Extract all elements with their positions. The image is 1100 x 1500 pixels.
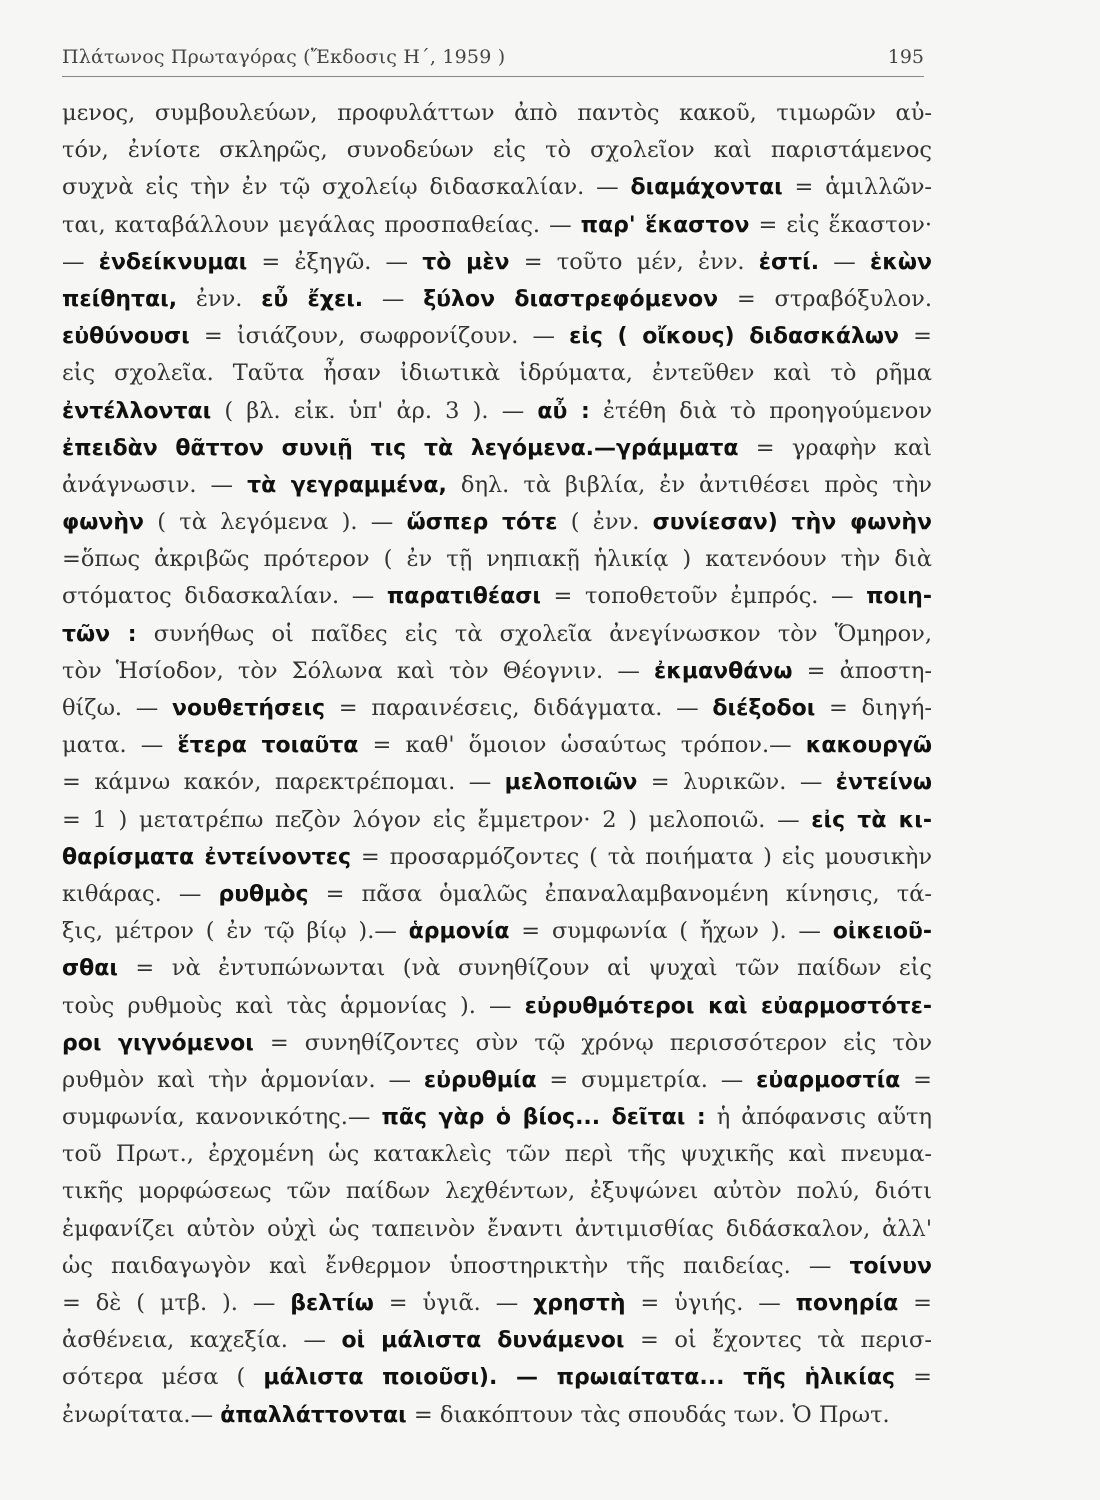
gloss-text: τὸν Ἡσίοδον, τὸν Σόλωνα καὶ τὸν Θέογνιν. — bbox=[62, 657, 654, 684]
text-line bbox=[62, 169, 932, 206]
lemma-term: συνίεσαν) τὴν φωνὴν bbox=[652, 510, 932, 536]
lemma-term: βελτίω bbox=[290, 1291, 374, 1316]
text-line bbox=[62, 467, 932, 504]
text-line bbox=[62, 1099, 932, 1136]
gloss-text: = τοῦτο μέν, ἐνν. bbox=[509, 248, 759, 275]
gloss-text: = λυρικῶν. — bbox=[637, 769, 836, 796]
text-line bbox=[62, 802, 932, 839]
lemma-term: τοίνυν bbox=[849, 1253, 932, 1279]
gloss-text: = εἰς ἕκαστον· bbox=[749, 211, 933, 238]
text-line bbox=[62, 430, 932, 467]
lemma-term: οἰκειοῦ- bbox=[832, 919, 932, 945]
text-line bbox=[62, 244, 932, 281]
gloss-text: ( ἐνν. bbox=[557, 509, 653, 536]
gloss-text: δηλ. τὰ βιβλία, ἐν ἀντιθέσει πρὸς τὴν bbox=[446, 471, 932, 498]
gloss-text: τικῆς μορφώσεως τῶν παίδων λεχθέντων, ἐξυψώνει αὐτὸν πολύ, διότι bbox=[62, 1178, 932, 1205]
gloss-text: ρυθμὸν καὶ τὴν ἁρμονίαν. — bbox=[62, 1066, 424, 1093]
text-line bbox=[62, 1062, 932, 1099]
gloss-text: τόν, ἐνίοτε σκληρῶς, συνοδεύων εἰς τὸ σχολεῖον καὶ παριστάμενος bbox=[62, 137, 932, 164]
lemma-term: ἐστί. bbox=[758, 249, 820, 275]
text-line bbox=[62, 950, 932, 987]
gloss-text: = προσαρμόζοντες ( τὰ ποιήματα ) εἰς μουσικὴν bbox=[351, 843, 932, 870]
text-line bbox=[62, 132, 932, 169]
gloss-text: τοὺς ρυθμοὺς καὶ τὰς ἁρμονίας ). — bbox=[62, 992, 525, 1019]
lemma-term: τὰ γεγραμμένα, bbox=[247, 472, 447, 498]
lemma-term: μελοποιῶν bbox=[504, 770, 638, 796]
commentary-text bbox=[62, 95, 932, 1434]
gloss-text: = παραινέσεις, διδάγματα. — bbox=[325, 695, 713, 721]
gloss-text: = νὰ ἐντυπώνωνται (νὰ συνηθίζουν αἱ ψυχαὶ τῶν παίδων εἰς bbox=[117, 955, 932, 982]
gloss-text: = καθ' ὅμοιον ὡσαύτως τρόπον.— bbox=[358, 732, 806, 759]
gloss-text: =ὅπως ἀκριβῶς πρότερον ( ἐν τῇ νηπιακῇ ἡλικίᾳ ) κατενόουν τὴν διὰ bbox=[62, 546, 932, 573]
lemma-term: πονηρία bbox=[795, 1291, 899, 1316]
gloss-text: = ἐξηγῶ. — bbox=[247, 248, 423, 275]
gloss-text: μενος, συμβουλεύων, προφυλάττων ἀπὸ παντὸς κακοῦ, τιμωρῶν αὐ- bbox=[62, 100, 932, 126]
text-line bbox=[62, 541, 932, 578]
lemma-term: ἑκὼν bbox=[870, 249, 932, 275]
lemma-term: ἐντείνω bbox=[835, 770, 932, 796]
lemma-term: ἐντέλλονται bbox=[62, 398, 212, 424]
gloss-text: ἐνωρίτατα.— bbox=[62, 1401, 221, 1428]
lemma-term: κακουργῶ bbox=[805, 733, 932, 759]
running-title: Πλάτωνος Πρωταγόρας (Ἔκδοσις Η΄, 1959 ) bbox=[62, 46, 506, 68]
gloss-text: = συμμετρία. — bbox=[536, 1066, 757, 1093]
gloss-text: ἡ ἀπόφανσις αὕτη bbox=[705, 1104, 932, 1131]
lemma-term: τῶν : bbox=[62, 621, 137, 647]
text-line bbox=[62, 504, 932, 541]
lemma-term: πείθηται, bbox=[62, 286, 178, 312]
gloss-text: = διηγή- bbox=[815, 695, 932, 721]
lemma-term: φωνὴν bbox=[62, 510, 144, 536]
text-line bbox=[62, 764, 932, 801]
page-number: 195 bbox=[887, 46, 924, 68]
gloss-text: = ὑγιής. — bbox=[625, 1290, 796, 1316]
gloss-text: = bbox=[899, 323, 932, 350]
lemma-term: ἐκμανθάνω bbox=[653, 658, 793, 684]
text-line bbox=[62, 318, 932, 355]
lemma-term: σθαι bbox=[62, 956, 118, 982]
gloss-text: — bbox=[62, 248, 99, 275]
text-line bbox=[62, 1285, 932, 1322]
gloss-text: ται, καταβάλλουν μεγάλας προσπαθείας. — bbox=[62, 211, 581, 238]
lemma-term: διέξοδοι bbox=[712, 696, 816, 721]
gloss-text: = 1 ) μετατρέπω πεζὸν λόγον εἰς ἔμμετρον· 2 ) μελοποιῶ. — bbox=[62, 806, 812, 833]
lemma-term: ξύλον διαστρεφόμενον bbox=[423, 286, 719, 312]
lemma-term: παρ' ἕκαστον bbox=[580, 212, 750, 238]
lemma-term: εὐρυθμία bbox=[423, 1067, 537, 1093]
text-line bbox=[62, 393, 932, 430]
text-line bbox=[62, 653, 932, 690]
page-header bbox=[62, 44, 924, 77]
lemma-term: εἰς τὰ κι- bbox=[811, 807, 932, 833]
text-line bbox=[62, 1248, 932, 1285]
gloss-text: = κάμνω κακόν, παρεκτρέπομαι. — bbox=[62, 769, 505, 796]
gloss-text: ( βλ. εἰκ. ὑπ' ἀρ. 3 ). — bbox=[211, 397, 538, 424]
lemma-term: ρυθμὸς bbox=[218, 881, 309, 907]
text-line bbox=[62, 839, 932, 876]
lemma-term: ἁρμονία bbox=[408, 919, 510, 945]
text-line bbox=[62, 616, 932, 653]
text-line bbox=[62, 1025, 932, 1062]
gloss-text: = ὑγιᾶ. — bbox=[373, 1290, 534, 1316]
text-line bbox=[62, 1359, 932, 1396]
gloss-text: = γραφὴν καὶ bbox=[738, 434, 933, 461]
gloss-text: συμφωνία, κανονικότης.— bbox=[62, 1104, 382, 1131]
text-line bbox=[62, 95, 932, 132]
text-line bbox=[62, 876, 932, 913]
gloss-text: = ἁμιλλῶν- bbox=[782, 174, 932, 201]
lemma-term: εὐαρμοστία bbox=[756, 1067, 901, 1093]
lemma-term: ποιη- bbox=[866, 584, 932, 610]
gloss-text: = bbox=[900, 1066, 932, 1093]
lemma-term: ἕτερα τοιαῦτα bbox=[177, 733, 359, 759]
lemma-term: ὥσπερ τότε bbox=[406, 510, 558, 536]
lemma-term: ἀπαλλάττονται bbox=[220, 1402, 407, 1428]
gloss-text: ἐνν. bbox=[177, 285, 262, 312]
gloss-text: = δὲ ( μτβ. ). — bbox=[62, 1290, 291, 1316]
lemma-term: εἰς ( οἴκους) διδασκάλων bbox=[569, 324, 900, 350]
gloss-text: ματα. — bbox=[62, 732, 178, 759]
gloss-text: ἀνάγνωσιν. — bbox=[62, 471, 248, 498]
text-line bbox=[62, 578, 932, 615]
gloss-text: = οἱ ἔχοντες τὰ περισ- bbox=[624, 1327, 933, 1354]
lemma-term: διαμάχονται bbox=[630, 175, 783, 201]
gloss-text: συνήθως οἱ παῖδες εἰς τὰ σχολεῖα ἀνεγίνωσκον τὸν Ὅμηρον, bbox=[136, 620, 933, 647]
text-line bbox=[62, 281, 932, 318]
gloss-text: — bbox=[819, 248, 871, 275]
gloss-text: στόματος διδασκαλίαν. — bbox=[62, 583, 387, 610]
text-line bbox=[62, 207, 932, 244]
gloss-text: = πᾶσα ὁμαλῶς ἐπαναλαμβανομένη κίνησις, τά- bbox=[308, 880, 932, 907]
gloss-text: = συμφωνία ( ἤχων ). — bbox=[509, 918, 833, 945]
gloss-text: = τοποθετοῦν ἐμπρός. — bbox=[540, 583, 867, 610]
text-line bbox=[62, 355, 932, 392]
lemma-term: ροι γιγνόμενοι bbox=[62, 1030, 254, 1056]
lemma-term: χρηστὴ bbox=[533, 1291, 626, 1316]
text-line bbox=[62, 1322, 932, 1359]
gloss-text: ξις, μέτρον ( ἐν τῷ βίῳ ).— bbox=[62, 918, 409, 945]
gloss-text: ἀσθένεια, καχεξία. — bbox=[62, 1327, 342, 1354]
gloss-text: = bbox=[895, 1364, 932, 1391]
gloss-text: ( τὰ λεγόμενα ). — bbox=[143, 509, 407, 536]
text-line bbox=[62, 1136, 932, 1173]
lemma-term: ἐνδείκνυμαι bbox=[98, 249, 248, 275]
gloss-text: κιθάρας. — bbox=[62, 880, 219, 907]
gloss-text: ὡς παιδαγωγὸν καὶ ἔνθερμον ὑποστηρικτὴν τῆς παιδείας. — bbox=[62, 1252, 850, 1279]
lemma-term: νουθετήσεις bbox=[172, 696, 326, 721]
gloss-text: εἰς σχολεῖα. Ταῦτα ἦσαν ἰδιωτικὰ ἱδρύματα, ἐντεῦθεν καὶ τὸ ρῆμα bbox=[62, 360, 932, 387]
text-line bbox=[62, 1211, 932, 1248]
lemma-term: εὐθύνουσι bbox=[62, 324, 190, 350]
text-line bbox=[62, 690, 932, 727]
lemma-term: τὸ μὲν bbox=[422, 249, 510, 275]
lemma-term: εὖ ἔχει. bbox=[261, 286, 364, 312]
gloss-text: θίζω. — bbox=[62, 695, 173, 721]
text-line bbox=[62, 913, 932, 950]
gloss-text: = bbox=[898, 1290, 932, 1316]
gloss-text: — bbox=[363, 285, 424, 312]
gloss-text: συχνὰ εἰς τὴν ἐν τῷ σχολείῳ διδασκαλίαν. — bbox=[62, 174, 631, 201]
lemma-term: πᾶς γὰρ ὁ βίος... δεῖται : bbox=[381, 1105, 706, 1131]
text-line bbox=[62, 1397, 932, 1434]
lemma-term: ἐπειδὰν θᾶττον συνιῇ τις τὰ λεγόμενα.—γράμματα bbox=[62, 435, 739, 461]
gloss-text: σότερα μέσα ( bbox=[62, 1364, 264, 1391]
lemma-term: εὐρυθμότεροι καὶ εὐαρμοστότε- bbox=[524, 993, 932, 1019]
text-line bbox=[62, 988, 932, 1025]
gloss-text: = διακόπτουν τὰς σπουδάς των. Ὁ Πρωτ. bbox=[406, 1401, 890, 1428]
gloss-text: ἐτέθη διὰ τὸ προηγούμενον bbox=[589, 397, 932, 424]
gloss-text: = στραβόξυλον. bbox=[718, 285, 932, 312]
gloss-text: ἐμφανίζει αὐτὸν οὐχὶ ὡς ταπεινὸν ἔναντι ἀντιμισθίας διδάσκαλον, ἀλλ' bbox=[62, 1215, 932, 1242]
text-line bbox=[62, 727, 932, 764]
lemma-term: οἱ μάλιστα δυνάμενοι bbox=[341, 1328, 625, 1354]
text-line bbox=[62, 1173, 932, 1210]
lemma-term: αὖ : bbox=[537, 398, 590, 424]
gloss-text: = συνηθίζοντες σὺν τῷ χρόνῳ περισσότερον εἰς τὸν bbox=[253, 1029, 933, 1056]
gloss-text: = ἰσιάζουν, σωφρονίζουν. — bbox=[189, 323, 570, 350]
gloss-text: τοῦ Πρωτ., ἐρχομένη ὡς κατακλεὶς τῶν περὶ τῆς ψυχικῆς καὶ πνευμα- bbox=[62, 1141, 932, 1168]
gloss-text: = ἀποστη- bbox=[792, 657, 932, 684]
lemma-term: θαρίσματα ἐντείνοντες bbox=[62, 844, 352, 870]
lemma-term: παρατιθέασι bbox=[386, 584, 541, 610]
lemma-term: μάλιστα ποιοῦσι). — πρωιαίτατα... τῆς ἡλικίας bbox=[263, 1365, 896, 1391]
